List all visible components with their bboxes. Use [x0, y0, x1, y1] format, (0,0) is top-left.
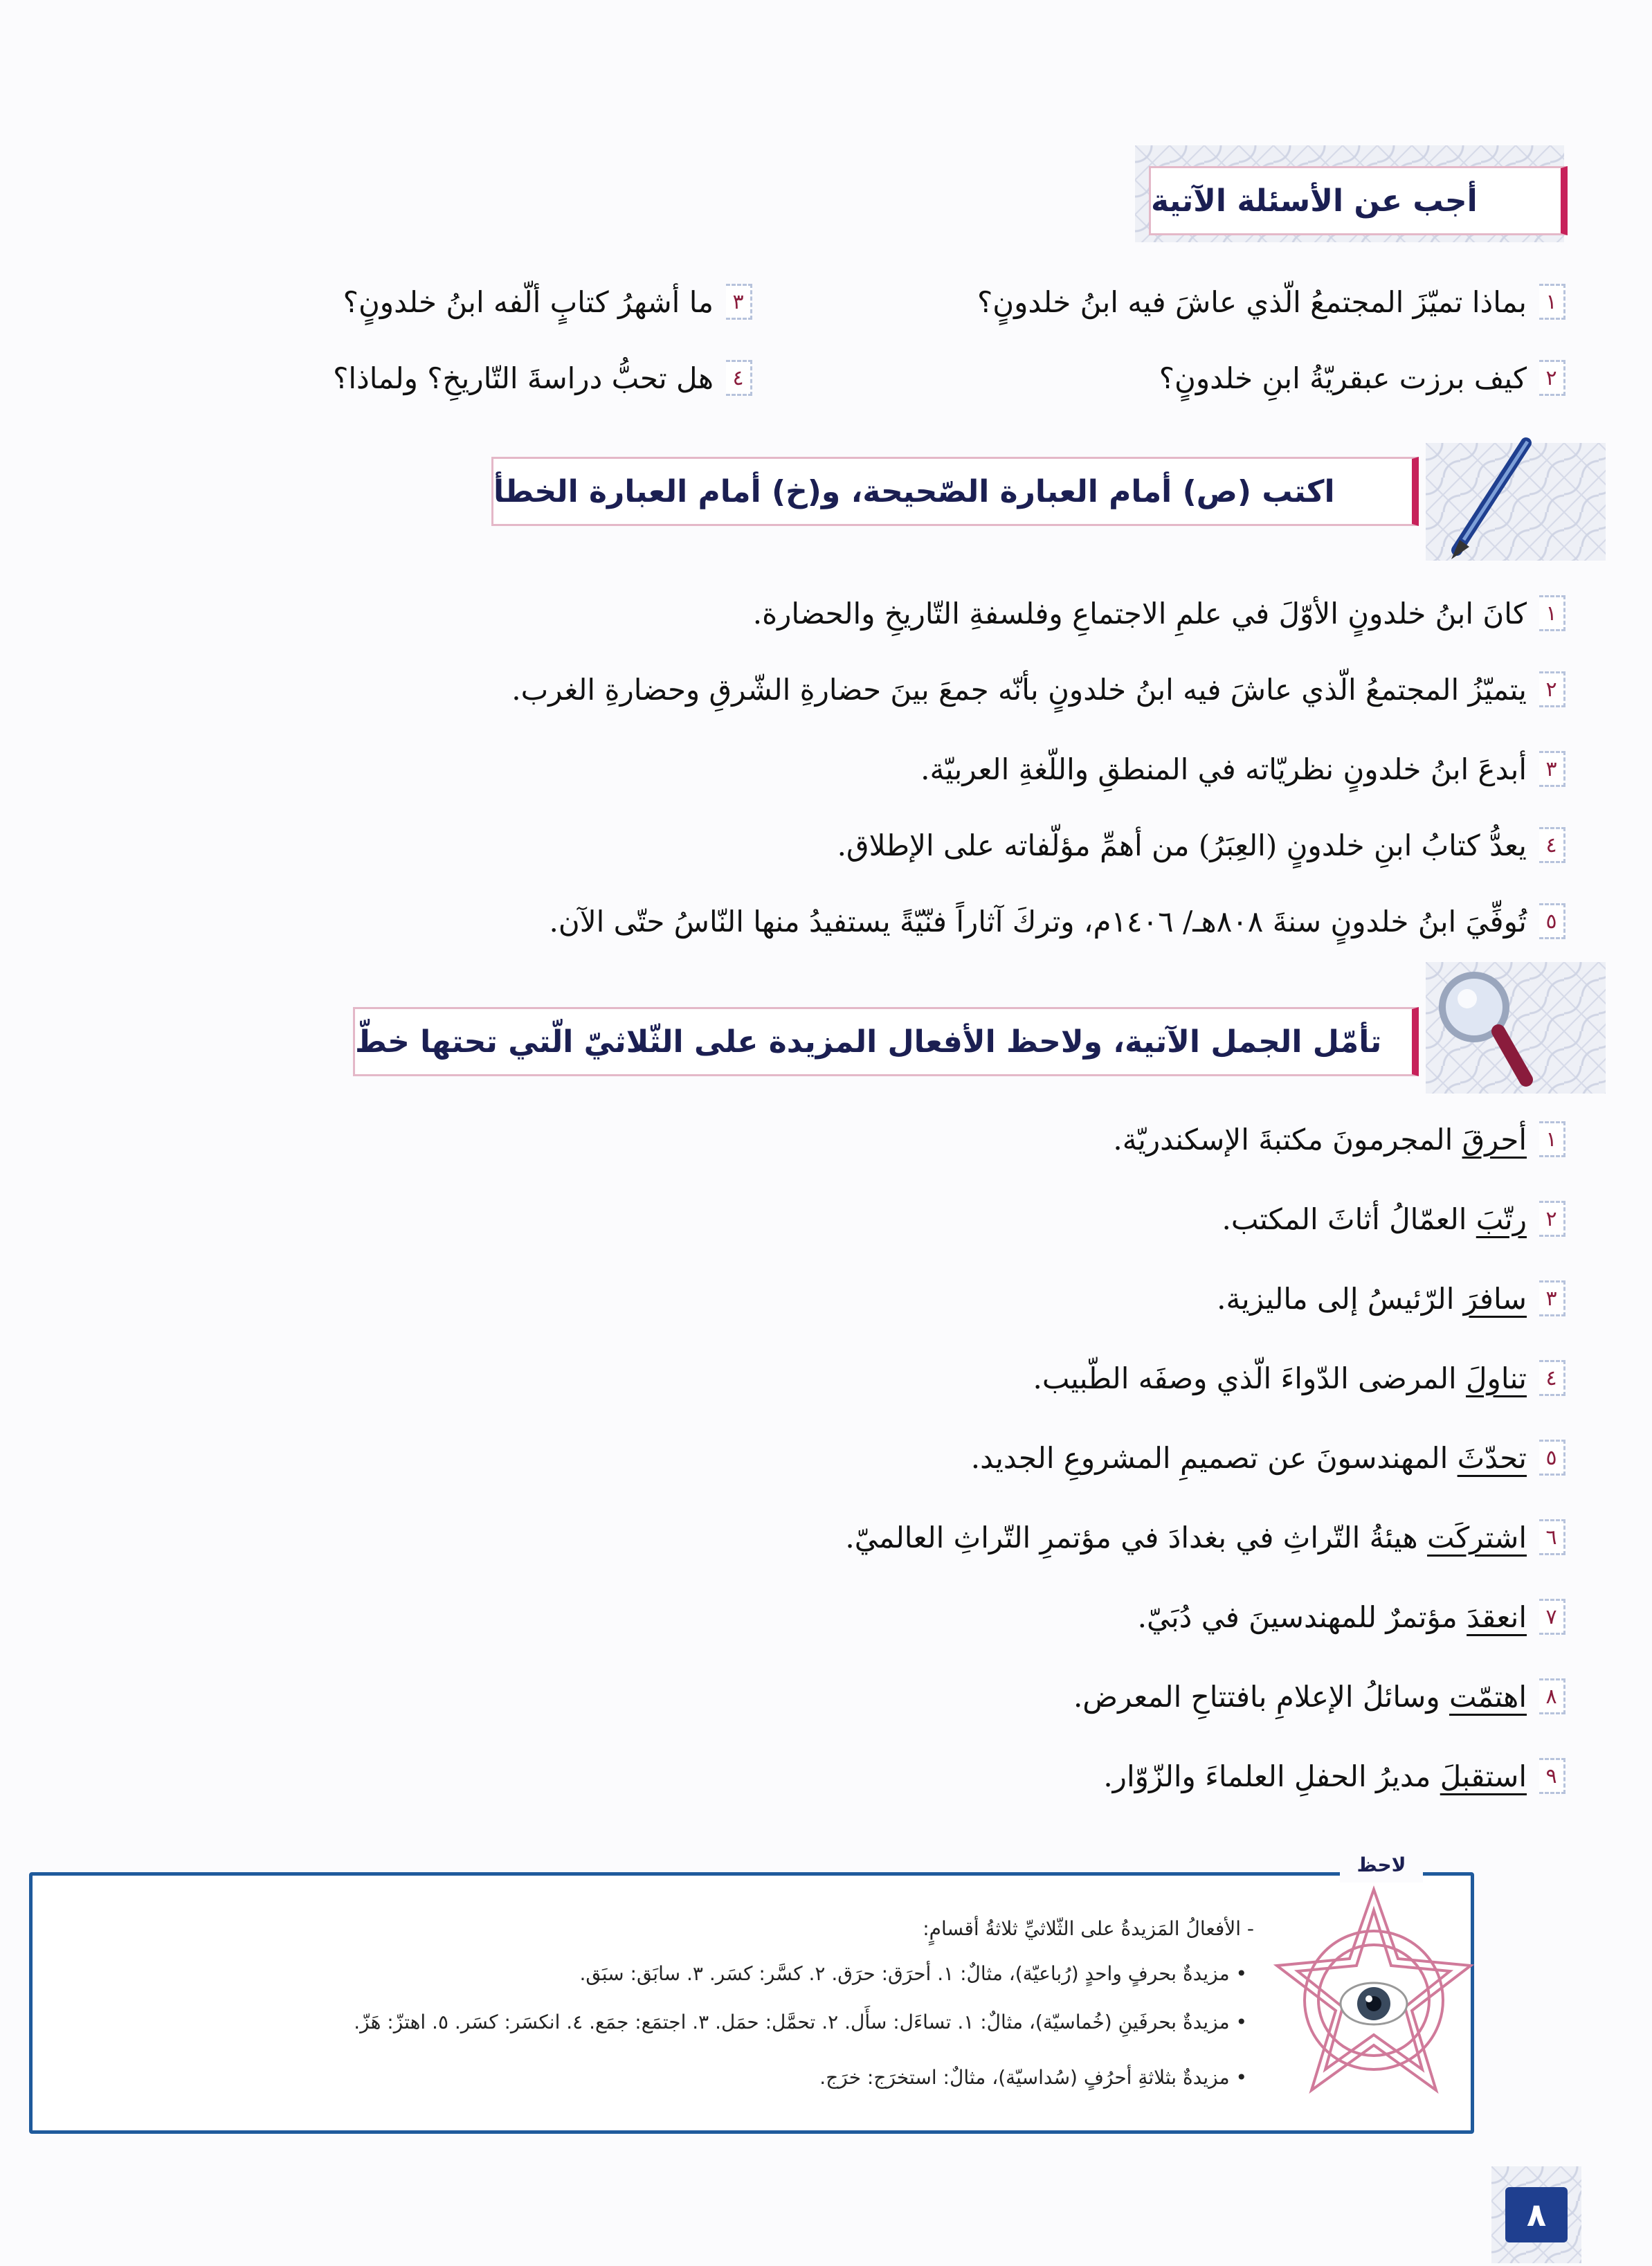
- underlined-verb: أحرقَ: [1462, 1122, 1527, 1157]
- underlined-verb: انعقدَ: [1467, 1599, 1527, 1634]
- question-text: هل تحبُّ دراسةَ التّاريخِ؟ ولماذا؟: [333, 361, 714, 395]
- sentence-8: [1073, 1678, 1565, 1714]
- note-intro: - الأفعالُ المَزيدةُ على الثّلاثيِّ ثلاثةُ أقسامٍ:: [923, 1917, 1254, 1940]
- sentence-text: سافرَ الرّئيسُ إلى ماليزية.: [1217, 1281, 1527, 1316]
- section3-header: [353, 1007, 1419, 1076]
- statement-text: يتميّزُ المجتمعُ الّذي عاشَ فيه ابنُ خلدونٍ بأنّه جمعَ بينَ حضارةِ الشّرقِ وحضارةِ الغرب.: [511, 672, 1527, 707]
- underlined-verb: اهتمّت: [1449, 1679, 1527, 1714]
- sentence-3: [1217, 1280, 1565, 1316]
- question-number: ١: [1539, 284, 1565, 320]
- underlined-verb: اشتركَت: [1427, 1520, 1527, 1555]
- sentence-number: ١: [1539, 1121, 1565, 1157]
- section1-header: [1149, 166, 1568, 235]
- sentence-9: [1103, 1758, 1565, 1794]
- sentence-text: أحرقَ المجرمونَ مكتبةَ الإسكندريّة.: [1113, 1122, 1527, 1157]
- sentence-text: اهتمّت وسائلُ الإعلامِ بافتتاحِ المعرض.: [1073, 1679, 1527, 1714]
- statement-5: [550, 903, 1565, 939]
- statement-text: كانَ ابنُ خلدونٍ الأوّلَ في علمِ الاجتماعِ وفلسفةِ التّاريخِ والحضارة.: [752, 596, 1527, 631]
- question-2: [1159, 360, 1565, 396]
- section1-title: أجب عن الأسئلة الآتية: [1151, 183, 1478, 219]
- statement-text: تُوفِّيَ ابنُ خلدونٍ سنةَ ٨٠٨هـ/ ١٤٠٦م، وتركَ آثاراً فنّيّةً يستفيدُ منها النّاسُ حتّى الآن.: [549, 904, 1527, 939]
- underlined-verb: رتّبَ: [1476, 1202, 1527, 1236]
- question-1: [977, 284, 1565, 320]
- sentence-4: [1033, 1360, 1565, 1396]
- underlined-verb: تناولَ: [1466, 1361, 1527, 1395]
- statement-number: ٤: [1539, 827, 1565, 863]
- eye-star-icon: [1270, 1883, 1478, 2118]
- sentence-text: استقبلَ مديرُ الحفلِ العلماءَ والزّوّار.: [1103, 1759, 1527, 1793]
- statement-number: ٣: [1539, 751, 1565, 787]
- question-number: ٢: [1539, 360, 1565, 396]
- section2-title: اكتب (ص) أمام العبارة الصّحيحة، و(خ) أمام العبارة الخطأ: [493, 473, 1335, 509]
- question-text: بماذا تميّزَ المجتمعُ الّذي عاشَ فيه ابنُ خلدونٍ؟: [977, 284, 1527, 319]
- sentence-5: [971, 1440, 1565, 1476]
- statement-text: أبدعَ ابنُ خلدونٍ نظريّاته في المنطقِ واللّغةِ العربيّة.: [920, 752, 1527, 786]
- question-text: ما أشهرُ كتابٍ ألّفه ابنُ خلدونٍ؟: [343, 284, 714, 319]
- sentence-text: انعقدَ مؤتمرٌ للمهندسينَ في دُبَيّ.: [1137, 1599, 1527, 1634]
- section2-header: [491, 457, 1419, 526]
- page-number: ٨: [1505, 2187, 1568, 2242]
- sentence-1: [1113, 1121, 1565, 1157]
- underlined-verb: استقبلَ: [1440, 1759, 1527, 1793]
- question-number: ٤: [726, 360, 752, 396]
- sentence-number: ٤: [1539, 1360, 1565, 1396]
- note-line-1: • مزيدةٌ بحرفٍ واحدٍ (رُباعيّة)، مثالٌ: ١. أحرَق: حرَق. ٢. كسَّر: كسَر. ٣. سابَق: سبَق.: [579, 1962, 1247, 1985]
- sentence-7: [1138, 1599, 1565, 1635]
- statement-text: يعدُّ كتابُ ابنِ خلدونٍ (العِبَرُ) من أهمِّ مؤلّفاته على الإطلاق.: [837, 828, 1527, 862]
- sentence-text: اشتركَت هيئةُ التّراثِ في بغدادَ في مؤتمرِ التّراثِ العالميّ.: [845, 1520, 1527, 1555]
- question-3: [343, 284, 752, 320]
- sentence-text: تحدّثَ المهندسونَ عن تصميمِ المشروعِ الجديد.: [970, 1440, 1527, 1475]
- sentence-number: ٨: [1539, 1678, 1565, 1714]
- note-line-2: • مزيدةٌ بحرفَينِ (خُماسيّة)، مثالٌ: ١. تساءَل: سأَل. ٢. تحمَّل: حمَل. ٣. اجتمَع: جمَع. ٤. انكسَر: كسَر. ٥. اهتزّ: هَزّ.: [354, 2011, 1247, 2033]
- sentence-6: [845, 1519, 1565, 1555]
- sentence-number: ٩: [1539, 1758, 1565, 1794]
- underlined-verb: تحدّثَ: [1457, 1440, 1527, 1475]
- statement-number: ٢: [1539, 671, 1565, 707]
- statement-number: ٥: [1539, 903, 1565, 939]
- sentence-number: ٦: [1539, 1519, 1565, 1555]
- statement-3: [920, 751, 1565, 787]
- underlined-verb: سافرَ: [1463, 1281, 1527, 1316]
- question-4: [333, 360, 752, 396]
- section3-title: تأمّل الجمل الآتية، ولاحظ الأفعال المزيدة على الثّلاثيّ الّتي تحتها خطّ: [355, 1024, 1382, 1060]
- sentence-number: ٣: [1539, 1280, 1565, 1316]
- question-number: ٣: [726, 284, 752, 320]
- statement-2: [511, 671, 1565, 707]
- statement-1: [753, 595, 1565, 631]
- statement-number: ١: [1539, 595, 1565, 631]
- note-label: لاحظ: [1340, 1848, 1423, 1883]
- note-line-3: • مزيدةٌ بثلاثةِ أحرُفٍ (سُداسيّة)، مثالٌ: استخرَج: خرَج.: [819, 2066, 1247, 2089]
- sentence-text: تناولَ المرضى الدّواءَ الّذي وصفَه الطّبيب.: [1033, 1361, 1527, 1395]
- sentence-text: رتّبَ العمّالُ أثاثَ المكتب.: [1222, 1202, 1527, 1236]
- sentence-number: ٥: [1539, 1440, 1565, 1476]
- sentence-2: [1222, 1201, 1566, 1237]
- magnifier-icon: [1433, 966, 1536, 1090]
- sentence-number: ٢: [1539, 1201, 1565, 1237]
- question-text: كيف برزت عبقريّةُ ابنِ خلدونٍ؟: [1159, 361, 1527, 395]
- pen-icon: [1443, 436, 1540, 561]
- sentence-number: ٧: [1539, 1599, 1565, 1635]
- note-box: [29, 1872, 1474, 2134]
- statement-4: [837, 827, 1565, 863]
